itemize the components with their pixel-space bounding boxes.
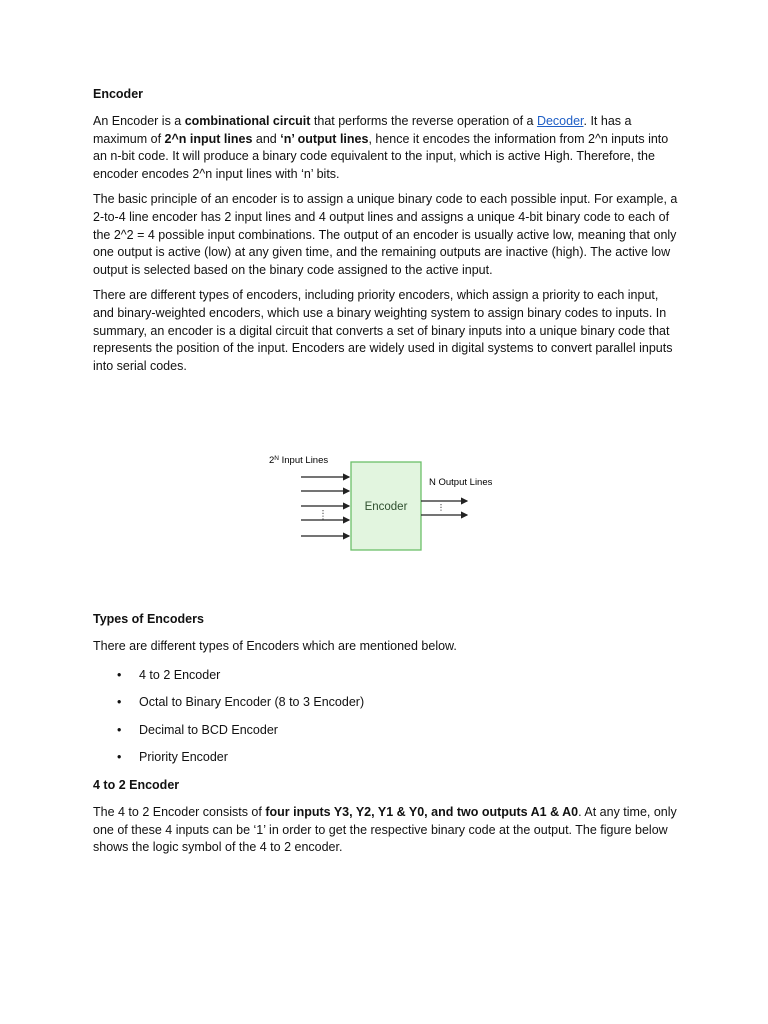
paragraph-intro (93, 113, 678, 183)
list-item: • Octal to Binary Encoder (8 to 3 Encoder) (117, 695, 365, 710)
bullet: • (117, 722, 122, 737)
paragraph-types-summary: There are different types of encoders, including priority encoders, which assign a priority to each input, and binary-weighted encoders, which use a binary weighting system to assign binary codes to inputs. In summary, an encoder is a digital circuit that converts a set of binary inputs into a unique binary code that represents the position of the input. Encoders are widely used in digital systems to convert parallel inputs into serial codes. (93, 288, 673, 373)
decoder-link[interactable]: Decoder (536, 114, 584, 128)
bold-text: four inputs Y3, Y2, Y1 & Y0, and two outputs A1 & A0 (265, 804, 579, 819)
bold-text: 2^n input lines (164, 131, 253, 146)
types-intro: There are different types of Encoders which are mentioned below. (93, 639, 457, 654)
document-page (93, 86, 678, 865)
types-heading: Types of Encoders (93, 612, 204, 627)
types-list (93, 667, 678, 767)
paragraph-basic-principle: The basic principle of an encoder is to assign a unique binary code to each possible input. For example, a 2-to-4 line encoder has 2 input lines and 4 output lines and assigns a unique 4-bit binary code to each of the 2^2 = 4 possible input combinations. The output of an encoder is usually active low, meaning that only one output is active (low) at any given time, and the remaining outputs are inactive (high). The active low output is selected based on the binary code assigned to the active input. (93, 192, 678, 277)
text: , hence it encodes the information from 2^n inputs into an n-bit code. It will produce a binary code equivalent to the input, which is active High. Therefore, the encoder encodes 2^n input lines with ‘n’ bits. (93, 131, 669, 181)
four-to-two-heading: 4 to 2 Encoder (93, 777, 180, 792)
output-lines-label: N Output Lines (429, 477, 493, 489)
paragraph-four-to-two: The 4 to 2 Encoder consists of four inputs Y3, Y2, Y1 & Y0, and two outputs A1 & A0. At any time, only one of these 4 inputs can be ‘1’ in order to get the respective binary code at the output. The figure below shows the logic symbol of the 4 to 2 encoder. (93, 804, 677, 855)
bullet: • (117, 750, 122, 765)
text: that performs the reverse operation of a (310, 114, 537, 128)
list-item: • 4 to 2 Encoder (117, 667, 221, 682)
text: and (252, 131, 281, 146)
bullet: • (117, 695, 122, 710)
encoder-box-label: Encoder (364, 501, 408, 514)
list-item: • Decimal to BCD Encoder (117, 722, 278, 737)
section-title-encoder: Encoder (93, 87, 144, 101)
input-lines-label: $2^N$ Input Lines (269, 455, 329, 467)
list-item: • Priority Encoder (117, 750, 228, 765)
text: . It has a maximum of (93, 114, 632, 146)
text: An Encoder is a (93, 114, 185, 128)
bullet: • (117, 667, 122, 682)
encoder-diagram (263, 449, 503, 559)
encoder-diagram-figure (93, 393, 678, 611)
bold-text: ‘n’ output lines (280, 131, 369, 146)
bold-text: combinational circuit (184, 114, 311, 128)
